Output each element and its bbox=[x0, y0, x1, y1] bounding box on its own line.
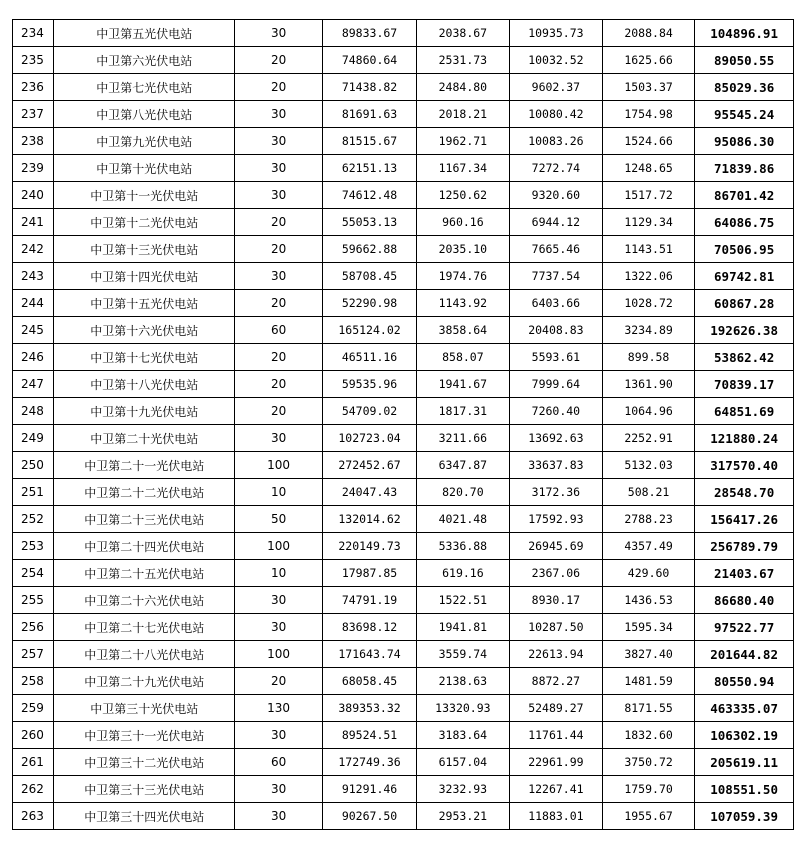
cell-station-name: 中卫第十八光伏电站 bbox=[54, 371, 235, 398]
cell-value-col-5: 1817.31 bbox=[416, 398, 509, 425]
cell-value-col-6: 5593.61 bbox=[509, 344, 602, 371]
cell-row-total: 64851.69 bbox=[695, 398, 794, 425]
cell-value-col-7: 1754.98 bbox=[602, 101, 694, 128]
cell-row-total: 108551.50 bbox=[695, 776, 794, 803]
cell-row-total: 463335.07 bbox=[695, 695, 794, 722]
cell-row-index: 245 bbox=[13, 317, 54, 344]
cell-station-name: 中卫第五光伏电站 bbox=[54, 20, 235, 47]
cell-value-col-5: 5336.88 bbox=[416, 533, 509, 560]
cell-capacity: 30 bbox=[235, 128, 323, 155]
cell-row-total: 121880.24 bbox=[695, 425, 794, 452]
table-row bbox=[13, 722, 794, 749]
cell-row-index: 255 bbox=[13, 587, 54, 614]
cell-value-col-7: 1595.34 bbox=[602, 614, 694, 641]
cell-row-index: 257 bbox=[13, 641, 54, 668]
cell-value-col-4: 54709.02 bbox=[323, 398, 417, 425]
cell-station-name: 中卫第十六光伏电站 bbox=[54, 317, 235, 344]
cell-row-total: 104896.91 bbox=[695, 20, 794, 47]
cell-row-index: 235 bbox=[13, 47, 54, 74]
table-row bbox=[13, 182, 794, 209]
table-row bbox=[13, 668, 794, 695]
table-row bbox=[13, 506, 794, 533]
cell-capacity: 100 bbox=[235, 641, 323, 668]
cell-value-col-5: 3183.64 bbox=[416, 722, 509, 749]
table-row bbox=[13, 128, 794, 155]
cell-capacity: 50 bbox=[235, 506, 323, 533]
cell-value-col-7: 2788.23 bbox=[602, 506, 694, 533]
cell-row-total: 205619.11 bbox=[695, 749, 794, 776]
cell-value-col-6: 11883.01 bbox=[509, 803, 602, 830]
cell-value-col-4: 81691.63 bbox=[323, 101, 417, 128]
cell-value-col-4: 17987.85 bbox=[323, 560, 417, 587]
cell-value-col-4: 102723.04 bbox=[323, 425, 417, 452]
table-row bbox=[13, 47, 794, 74]
cell-row-index: 247 bbox=[13, 371, 54, 398]
cell-value-col-4: 83698.12 bbox=[323, 614, 417, 641]
cell-capacity: 130 bbox=[235, 695, 323, 722]
table-row bbox=[13, 290, 794, 317]
cell-value-col-7: 508.21 bbox=[602, 479, 694, 506]
cell-row-index: 256 bbox=[13, 614, 54, 641]
cell-value-col-6: 7260.40 bbox=[509, 398, 602, 425]
cell-row-total: 85029.36 bbox=[695, 74, 794, 101]
cell-row-total: 21403.67 bbox=[695, 560, 794, 587]
table-row bbox=[13, 479, 794, 506]
cell-value-col-6: 6944.12 bbox=[509, 209, 602, 236]
cell-station-name: 中卫第十七光伏电站 bbox=[54, 344, 235, 371]
table-row bbox=[13, 398, 794, 425]
cell-value-col-5: 3559.74 bbox=[416, 641, 509, 668]
cell-row-index: 261 bbox=[13, 749, 54, 776]
cell-station-name: 中卫第二十二光伏电站 bbox=[54, 479, 235, 506]
cell-value-col-5: 1143.92 bbox=[416, 290, 509, 317]
cell-capacity: 30 bbox=[235, 614, 323, 641]
table-row bbox=[13, 74, 794, 101]
cell-value-col-4: 74612.48 bbox=[323, 182, 417, 209]
cell-value-col-5: 3211.66 bbox=[416, 425, 509, 452]
cell-row-total: 86701.42 bbox=[695, 182, 794, 209]
cell-value-col-5: 1522.51 bbox=[416, 587, 509, 614]
cell-value-col-4: 46511.16 bbox=[323, 344, 417, 371]
cell-station-name: 中卫第六光伏电站 bbox=[54, 47, 235, 74]
cell-row-index: 236 bbox=[13, 74, 54, 101]
cell-value-col-7: 3750.72 bbox=[602, 749, 694, 776]
cell-row-total: 64086.75 bbox=[695, 209, 794, 236]
cell-capacity: 30 bbox=[235, 20, 323, 47]
cell-value-col-5: 1941.67 bbox=[416, 371, 509, 398]
cell-station-name: 中卫第九光伏电站 bbox=[54, 128, 235, 155]
table-row bbox=[13, 155, 794, 182]
cell-value-col-7: 4357.49 bbox=[602, 533, 694, 560]
cell-value-col-4: 59662.88 bbox=[323, 236, 417, 263]
cell-value-col-5: 2018.21 bbox=[416, 101, 509, 128]
cell-value-col-6: 8872.27 bbox=[509, 668, 602, 695]
cell-value-col-4: 59535.96 bbox=[323, 371, 417, 398]
cell-value-col-7: 3234.89 bbox=[602, 317, 694, 344]
cell-capacity: 60 bbox=[235, 317, 323, 344]
cell-value-col-4: 68058.45 bbox=[323, 668, 417, 695]
cell-row-total: 192626.38 bbox=[695, 317, 794, 344]
cell-value-col-7: 2252.91 bbox=[602, 425, 694, 452]
cell-row-total: 86680.40 bbox=[695, 587, 794, 614]
table-body bbox=[13, 20, 794, 830]
cell-value-col-5: 960.16 bbox=[416, 209, 509, 236]
cell-row-index: 252 bbox=[13, 506, 54, 533]
table-row bbox=[13, 614, 794, 641]
cell-station-name: 中卫第二十六光伏电站 bbox=[54, 587, 235, 614]
power-station-table bbox=[12, 19, 794, 830]
cell-row-index: 253 bbox=[13, 533, 54, 560]
cell-value-col-7: 1832.60 bbox=[602, 722, 694, 749]
table-row bbox=[13, 749, 794, 776]
cell-value-col-5: 1250.62 bbox=[416, 182, 509, 209]
cell-value-col-5: 1962.71 bbox=[416, 128, 509, 155]
cell-value-col-7: 429.60 bbox=[602, 560, 694, 587]
cell-value-col-5: 2531.73 bbox=[416, 47, 509, 74]
cell-value-col-4: 58708.45 bbox=[323, 263, 417, 290]
cell-value-col-6: 13692.63 bbox=[509, 425, 602, 452]
table-row bbox=[13, 236, 794, 263]
cell-value-col-7: 1503.37 bbox=[602, 74, 694, 101]
cell-station-name: 中卫第三十二光伏电站 bbox=[54, 749, 235, 776]
table-row bbox=[13, 20, 794, 47]
cell-value-col-6: 22961.99 bbox=[509, 749, 602, 776]
cell-station-name: 中卫第三十三光伏电站 bbox=[54, 776, 235, 803]
cell-capacity: 30 bbox=[235, 101, 323, 128]
cell-row-index: 238 bbox=[13, 128, 54, 155]
cell-station-name: 中卫第三十光伏电站 bbox=[54, 695, 235, 722]
cell-station-name: 中卫第十三光伏电站 bbox=[54, 236, 235, 263]
cell-value-col-6: 10080.42 bbox=[509, 101, 602, 128]
cell-value-col-7: 1361.90 bbox=[602, 371, 694, 398]
cell-row-index: 259 bbox=[13, 695, 54, 722]
table-row bbox=[13, 101, 794, 128]
cell-row-index: 260 bbox=[13, 722, 54, 749]
cell-row-total: 201644.82 bbox=[695, 641, 794, 668]
cell-row-total: 70839.17 bbox=[695, 371, 794, 398]
cell-capacity: 20 bbox=[235, 398, 323, 425]
cell-value-col-7: 3827.40 bbox=[602, 641, 694, 668]
cell-capacity: 30 bbox=[235, 776, 323, 803]
cell-value-col-5: 619.16 bbox=[416, 560, 509, 587]
cell-value-col-4: 74860.64 bbox=[323, 47, 417, 74]
cell-row-total: 89050.55 bbox=[695, 47, 794, 74]
cell-value-col-6: 33637.83 bbox=[509, 452, 602, 479]
table-row bbox=[13, 641, 794, 668]
cell-row-index: 241 bbox=[13, 209, 54, 236]
cell-capacity: 60 bbox=[235, 749, 323, 776]
cell-value-col-4: 89524.51 bbox=[323, 722, 417, 749]
cell-capacity: 30 bbox=[235, 182, 323, 209]
cell-station-name: 中卫第二十三光伏电站 bbox=[54, 506, 235, 533]
cell-value-col-5: 6347.87 bbox=[416, 452, 509, 479]
cell-value-col-4: 62151.13 bbox=[323, 155, 417, 182]
cell-value-col-5: 13320.93 bbox=[416, 695, 509, 722]
cell-value-col-7: 1517.72 bbox=[602, 182, 694, 209]
cell-row-index: 234 bbox=[13, 20, 54, 47]
cell-row-total: 28548.70 bbox=[695, 479, 794, 506]
cell-value-col-7: 1028.72 bbox=[602, 290, 694, 317]
cell-value-col-6: 12267.41 bbox=[509, 776, 602, 803]
cell-value-col-6: 20408.83 bbox=[509, 317, 602, 344]
table-row bbox=[13, 317, 794, 344]
cell-capacity: 20 bbox=[235, 209, 323, 236]
cell-value-col-4: 389353.32 bbox=[323, 695, 417, 722]
cell-row-total: 256789.79 bbox=[695, 533, 794, 560]
cell-station-name: 中卫第二十光伏电站 bbox=[54, 425, 235, 452]
cell-row-index: 251 bbox=[13, 479, 54, 506]
cell-row-index: 258 bbox=[13, 668, 54, 695]
cell-value-col-6: 7999.64 bbox=[509, 371, 602, 398]
cell-value-col-5: 1167.34 bbox=[416, 155, 509, 182]
cell-value-col-7: 1955.67 bbox=[602, 803, 694, 830]
cell-row-index: 242 bbox=[13, 236, 54, 263]
cell-value-col-5: 2953.21 bbox=[416, 803, 509, 830]
cell-value-col-6: 26945.69 bbox=[509, 533, 602, 560]
cell-value-col-4: 220149.73 bbox=[323, 533, 417, 560]
cell-value-col-5: 2484.80 bbox=[416, 74, 509, 101]
cell-value-col-7: 1481.59 bbox=[602, 668, 694, 695]
cell-station-name: 中卫第二十八光伏电站 bbox=[54, 641, 235, 668]
cell-value-col-7: 1248.65 bbox=[602, 155, 694, 182]
cell-row-index: 248 bbox=[13, 398, 54, 425]
cell-value-col-4: 55053.13 bbox=[323, 209, 417, 236]
table-row bbox=[13, 533, 794, 560]
cell-value-col-5: 2138.63 bbox=[416, 668, 509, 695]
cell-row-total: 95086.30 bbox=[695, 128, 794, 155]
cell-station-name: 中卫第二十九光伏电站 bbox=[54, 668, 235, 695]
cell-row-total: 106302.19 bbox=[695, 722, 794, 749]
cell-value-col-7: 2088.84 bbox=[602, 20, 694, 47]
cell-value-col-4: 91291.46 bbox=[323, 776, 417, 803]
cell-station-name: 中卫第二十四光伏电站 bbox=[54, 533, 235, 560]
cell-value-col-4: 172749.36 bbox=[323, 749, 417, 776]
cell-value-col-4: 81515.67 bbox=[323, 128, 417, 155]
cell-row-total: 53862.42 bbox=[695, 344, 794, 371]
cell-row-total: 80550.94 bbox=[695, 668, 794, 695]
cell-row-index: 243 bbox=[13, 263, 54, 290]
cell-station-name: 中卫第八光伏电站 bbox=[54, 101, 235, 128]
cell-capacity: 30 bbox=[235, 263, 323, 290]
cell-value-col-6: 52489.27 bbox=[509, 695, 602, 722]
cell-row-total: 97522.77 bbox=[695, 614, 794, 641]
table-row bbox=[13, 695, 794, 722]
table-row bbox=[13, 263, 794, 290]
cell-capacity: 100 bbox=[235, 533, 323, 560]
table-row bbox=[13, 803, 794, 830]
table-row bbox=[13, 371, 794, 398]
cell-row-total: 60867.28 bbox=[695, 290, 794, 317]
cell-station-name: 中卫第十二光伏电站 bbox=[54, 209, 235, 236]
cell-value-col-7: 1524.66 bbox=[602, 128, 694, 155]
cell-row-index: 254 bbox=[13, 560, 54, 587]
cell-value-col-4: 272452.67 bbox=[323, 452, 417, 479]
cell-value-col-6: 10083.26 bbox=[509, 128, 602, 155]
cell-capacity: 20 bbox=[235, 371, 323, 398]
cell-value-col-4: 71438.82 bbox=[323, 74, 417, 101]
cell-row-total: 71839.86 bbox=[695, 155, 794, 182]
cell-capacity: 20 bbox=[235, 236, 323, 263]
cell-capacity: 20 bbox=[235, 344, 323, 371]
cell-value-col-6: 10032.52 bbox=[509, 47, 602, 74]
cell-row-index: 240 bbox=[13, 182, 54, 209]
cell-value-col-6: 6403.66 bbox=[509, 290, 602, 317]
cell-value-col-6: 9320.60 bbox=[509, 182, 602, 209]
cell-value-col-7: 899.58 bbox=[602, 344, 694, 371]
cell-value-col-5: 1974.76 bbox=[416, 263, 509, 290]
cell-value-col-6: 7272.74 bbox=[509, 155, 602, 182]
cell-value-col-6: 22613.94 bbox=[509, 641, 602, 668]
cell-value-col-6: 17592.93 bbox=[509, 506, 602, 533]
cell-value-col-5: 2038.67 bbox=[416, 20, 509, 47]
cell-value-col-6: 10935.73 bbox=[509, 20, 602, 47]
cell-capacity: 20 bbox=[235, 668, 323, 695]
cell-row-index: 250 bbox=[13, 452, 54, 479]
cell-station-name: 中卫第二十一光伏电站 bbox=[54, 452, 235, 479]
cell-station-name: 中卫第三十四光伏电站 bbox=[54, 803, 235, 830]
cell-row-index: 244 bbox=[13, 290, 54, 317]
cell-value-col-5: 1941.81 bbox=[416, 614, 509, 641]
cell-row-index: 239 bbox=[13, 155, 54, 182]
table-row bbox=[13, 344, 794, 371]
cell-value-col-6: 3172.36 bbox=[509, 479, 602, 506]
cell-value-col-5: 2035.10 bbox=[416, 236, 509, 263]
cell-value-col-6: 10287.50 bbox=[509, 614, 602, 641]
cell-value-col-7: 8171.55 bbox=[602, 695, 694, 722]
cell-row-index: 246 bbox=[13, 344, 54, 371]
cell-row-total: 317570.40 bbox=[695, 452, 794, 479]
cell-row-total: 95545.24 bbox=[695, 101, 794, 128]
cell-value-col-7: 1436.53 bbox=[602, 587, 694, 614]
cell-capacity: 10 bbox=[235, 560, 323, 587]
cell-value-col-7: 1064.96 bbox=[602, 398, 694, 425]
cell-value-col-4: 132014.62 bbox=[323, 506, 417, 533]
cell-value-col-5: 858.07 bbox=[416, 344, 509, 371]
cell-value-col-4: 24047.43 bbox=[323, 479, 417, 506]
cell-capacity: 30 bbox=[235, 587, 323, 614]
cell-station-name: 中卫第十九光伏电站 bbox=[54, 398, 235, 425]
cell-value-col-5: 6157.04 bbox=[416, 749, 509, 776]
cell-value-col-4: 90267.50 bbox=[323, 803, 417, 830]
cell-value-col-5: 4021.48 bbox=[416, 506, 509, 533]
cell-row-index: 263 bbox=[13, 803, 54, 830]
cell-row-index: 249 bbox=[13, 425, 54, 452]
cell-station-name: 中卫第十五光伏电站 bbox=[54, 290, 235, 317]
table-row bbox=[13, 425, 794, 452]
cell-station-name: 中卫第二十五光伏电站 bbox=[54, 560, 235, 587]
cell-value-col-7: 5132.03 bbox=[602, 452, 694, 479]
cell-value-col-7: 1625.66 bbox=[602, 47, 694, 74]
cell-capacity: 30 bbox=[235, 722, 323, 749]
cell-value-col-5: 3858.64 bbox=[416, 317, 509, 344]
cell-capacity: 100 bbox=[235, 452, 323, 479]
cell-station-name: 中卫第十一光伏电站 bbox=[54, 182, 235, 209]
cell-capacity: 20 bbox=[235, 290, 323, 317]
cell-row-total: 70506.95 bbox=[695, 236, 794, 263]
cell-value-col-6: 7737.54 bbox=[509, 263, 602, 290]
data-table-container bbox=[12, 19, 794, 830]
cell-capacity: 20 bbox=[235, 74, 323, 101]
table-row bbox=[13, 587, 794, 614]
cell-value-col-5: 3232.93 bbox=[416, 776, 509, 803]
table-row bbox=[13, 452, 794, 479]
cell-capacity: 10 bbox=[235, 479, 323, 506]
cell-value-col-6: 9602.37 bbox=[509, 74, 602, 101]
cell-value-col-4: 52290.98 bbox=[323, 290, 417, 317]
cell-station-name: 中卫第十光伏电站 bbox=[54, 155, 235, 182]
cell-value-col-4: 89833.67 bbox=[323, 20, 417, 47]
cell-value-col-7: 1322.06 bbox=[602, 263, 694, 290]
cell-row-index: 262 bbox=[13, 776, 54, 803]
cell-row-total: 156417.26 bbox=[695, 506, 794, 533]
cell-capacity: 30 bbox=[235, 155, 323, 182]
cell-value-col-5: 820.70 bbox=[416, 479, 509, 506]
cell-capacity: 30 bbox=[235, 425, 323, 452]
cell-value-col-6: 11761.44 bbox=[509, 722, 602, 749]
cell-row-index: 237 bbox=[13, 101, 54, 128]
cell-value-col-4: 171643.74 bbox=[323, 641, 417, 668]
cell-station-name: 中卫第三十一光伏电站 bbox=[54, 722, 235, 749]
cell-capacity: 30 bbox=[235, 803, 323, 830]
cell-capacity: 20 bbox=[235, 47, 323, 74]
cell-station-name: 中卫第二十七光伏电站 bbox=[54, 614, 235, 641]
cell-station-name: 中卫第十四光伏电站 bbox=[54, 263, 235, 290]
cell-station-name: 中卫第七光伏电站 bbox=[54, 74, 235, 101]
cell-row-total: 107059.39 bbox=[695, 803, 794, 830]
cell-value-col-7: 1143.51 bbox=[602, 236, 694, 263]
table-row bbox=[13, 560, 794, 587]
cell-value-col-6: 2367.06 bbox=[509, 560, 602, 587]
cell-value-col-6: 7665.46 bbox=[509, 236, 602, 263]
cell-value-col-4: 165124.02 bbox=[323, 317, 417, 344]
table-row bbox=[13, 776, 794, 803]
table-row bbox=[13, 209, 794, 236]
cell-row-total: 69742.81 bbox=[695, 263, 794, 290]
cell-value-col-7: 1129.34 bbox=[602, 209, 694, 236]
cell-value-col-6: 8930.17 bbox=[509, 587, 602, 614]
cell-value-col-7: 1759.70 bbox=[602, 776, 694, 803]
cell-value-col-4: 74791.19 bbox=[323, 587, 417, 614]
